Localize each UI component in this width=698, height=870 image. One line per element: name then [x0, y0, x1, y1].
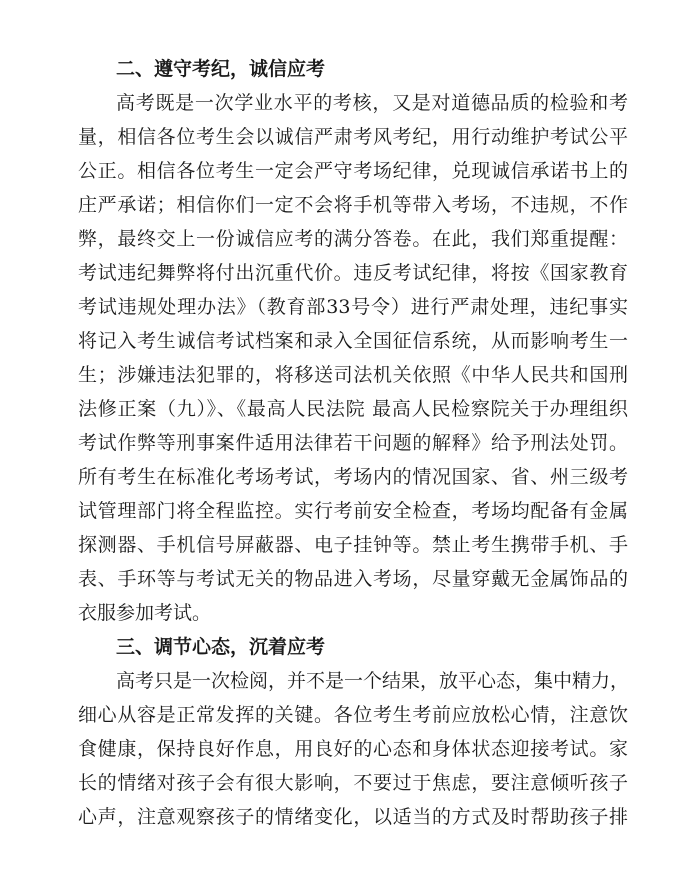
section-3-body — [78, 664, 628, 834]
text-line: 法修正案（九）》、《最高人民法院 最高人民检察院关于办理组织 — [78, 398, 628, 420]
text-line: 庄严承诺；相信你们一定不会将手机等带入考场，不违规，不作 — [78, 194, 628, 216]
text-line: 公正。相信各位考生一定会严守考场纪律，兑现诚信承诺书上的 — [78, 160, 628, 182]
text-line: 考试违纪舞弊将付出沉重代价。违反考试纪律，将按《国家教育 — [78, 262, 628, 284]
text-line: 将记入考生诚信考试档案和录入全国征信系统，从而影响考生一 — [78, 330, 628, 352]
document-page — [78, 52, 628, 834]
text-line: 所有考生在标准化考场考试，考场内的情况国家、省、州三级考 — [78, 466, 628, 488]
text-line: 细心从容是正常发挥的关键。各位考生考前应放松心情，注意饮 — [78, 704, 628, 726]
text-line: 考试作弊等刑事案件适用法律若干问题的解释》给予刑法处罚。 — [78, 432, 628, 454]
text-line: 高考只是一次检阅，并不是一个结果，放平心态，集中精力， — [116, 670, 630, 692]
text-line: 试管理部门将全程监控。实行考前安全检查，考场均配备有金属 — [78, 500, 628, 522]
section-2-body — [78, 86, 628, 630]
section-heading-2: 二、遵守考纪，诚信应考 — [116, 58, 326, 80]
text-line: 考试违规处理办法》（教育部33号令）进行严肃处理，违纪事实 — [78, 296, 628, 318]
text-line: 长的情绪对孩子会有很大影响，不要过于焦虑，要注意倾听孩子 — [78, 772, 628, 794]
text-line: 高考既是一次学业水平的考核，又是对道德品质的检验和考 — [116, 92, 628, 114]
text-line: 衣服参加考试。 — [78, 602, 212, 624]
text-line: 生；涉嫌违法犯罪的，将移送司法机关依照《中华人民共和国刑 — [78, 364, 628, 386]
text-line: 弊，最终交上一份诚信应考的满分答卷。在此，我们郑重提醒： — [78, 228, 628, 250]
text-line: 食健康，保持良好作息，用良好的心态和身体状态迎接考试。家 — [78, 738, 628, 760]
text-line: 探测器、手机信号屏蔽器、电子挂钟等。禁止考生携带手机、手 — [78, 534, 628, 556]
text-line: 量，相信各位考生会以诚信严肃考风考纪，用行动维护考试公平 — [78, 126, 628, 148]
text-line: 心声，注意观察孩子的情绪变化，以适当的方式及时帮助孩子排 — [78, 806, 628, 828]
section-heading-3: 三、调节心态，沉着应考 — [116, 636, 326, 658]
text-line: 表、手环等与考试无关的物品进入考场，尽量穿戴无金属饰品的 — [78, 568, 628, 590]
